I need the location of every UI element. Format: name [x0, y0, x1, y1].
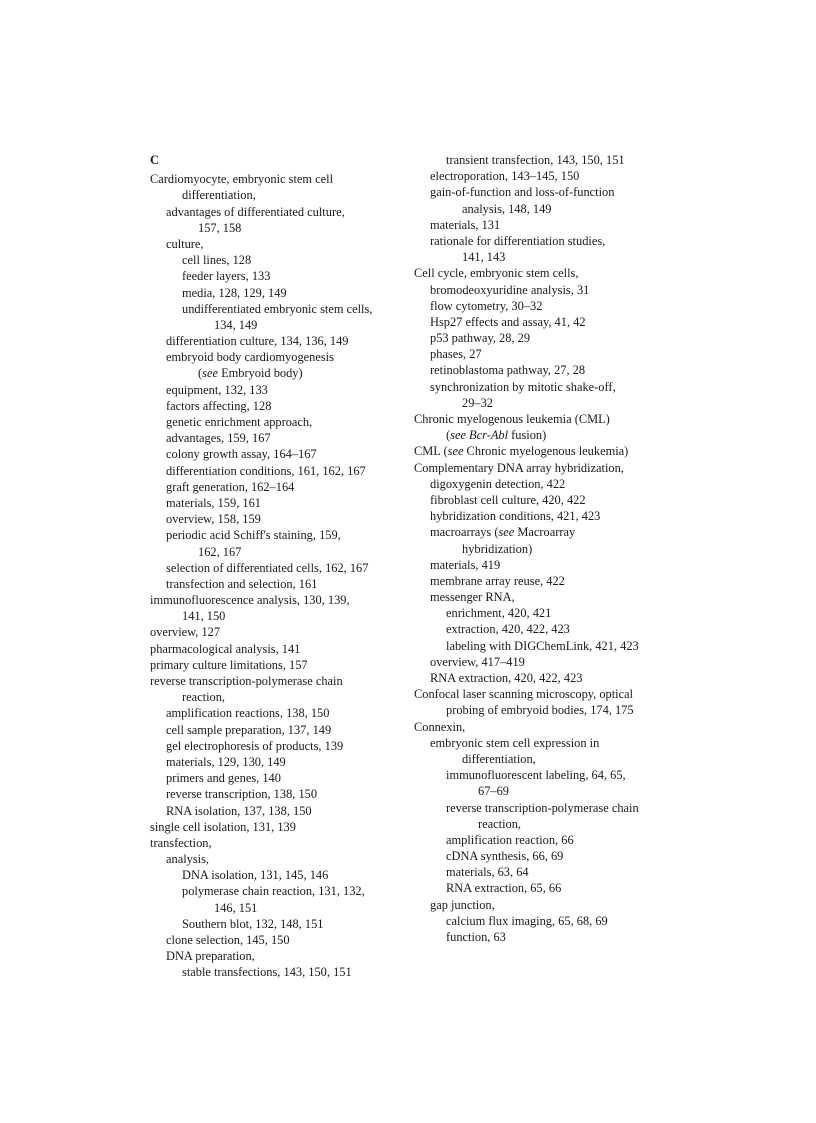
index-entry	[150, 819, 402, 835]
entry-text: p53 pathway, 28, 29	[430, 331, 531, 346]
index-entry	[150, 592, 402, 608]
index-entry	[150, 171, 402, 187]
entry-text: DNA preparation,	[166, 949, 255, 964]
index-entry	[414, 330, 676, 346]
entry-text: Cardiomyocyte, embryonic stem cell	[150, 172, 334, 187]
entry-prefix: macroarrays (	[430, 525, 499, 540]
entry-text: gain-of-function and loss-of-function	[430, 185, 615, 200]
entry-text: RNA extraction, 65, 66	[446, 881, 562, 896]
index-entry	[414, 411, 676, 427]
index-entry	[150, 624, 402, 640]
index-entry	[414, 670, 676, 686]
index-entry	[150, 414, 402, 430]
entry-text: fusion)	[508, 428, 547, 443]
entry-text: reverse transcription-polymerase chain	[446, 800, 639, 815]
index-entry	[150, 285, 402, 301]
index-entry	[150, 770, 402, 786]
index-entry	[414, 541, 676, 557]
entry-text: clone selection, 145, 150	[166, 933, 290, 947]
entry-text: transfection and selection, 161	[166, 576, 318, 591]
index-entry	[150, 867, 402, 883]
index-entry	[414, 719, 676, 735]
entry-text: 134, 149	[214, 317, 258, 332]
entry-text: differentiation,	[182, 188, 256, 203]
entry-text: embryoid body cardiomyogenesis	[166, 350, 334, 365]
index-entry	[414, 492, 676, 508]
index-entry	[414, 735, 676, 751]
index-entry	[150, 527, 402, 543]
entry-text: Embryoid body)	[217, 366, 303, 381]
entry-text: 67–69	[478, 784, 509, 799]
index-entry	[414, 282, 676, 298]
index-entry	[414, 524, 676, 540]
index-entry	[414, 621, 676, 637]
entry-text: periodic acid Schiff's staining, 159,	[166, 528, 341, 543]
index-entry	[150, 657, 402, 673]
index-entry	[150, 382, 402, 398]
index-entry	[414, 152, 676, 168]
entry-text: reaction,	[478, 816, 521, 831]
index-entry	[414, 460, 676, 476]
entry-text: amplification reactions, 138, 150	[166, 706, 330, 721]
entry-text: Cell cycle, embryonic stem cells,	[414, 266, 579, 281]
index-entry	[414, 832, 676, 848]
entry-text: retinoblastoma pathway, 27, 28	[430, 363, 586, 378]
index-entry	[150, 608, 402, 624]
entry-text: probing of embryoid bodies, 174, 175	[446, 703, 634, 718]
index-entry	[150, 851, 402, 867]
index-entry	[414, 557, 676, 573]
index-entry	[150, 576, 402, 592]
index-entry	[414, 427, 676, 443]
section-letter: C	[150, 153, 159, 167]
entry-text: RNA extraction, 420, 422, 423	[430, 671, 583, 685]
index-entry	[414, 233, 676, 249]
entry-text: extraction, 420, 422, 423	[446, 622, 570, 637]
entry-text: rationale for differentiation studies,	[430, 233, 606, 248]
entry-text: materials, 131	[430, 217, 501, 232]
entry-text: pharmacological analysis, 141	[150, 641, 301, 656]
entry-text: colony growth assay, 164–167	[166, 447, 317, 462]
entry-text: Connexin,	[414, 719, 466, 734]
index-entry	[414, 848, 676, 864]
entry-text: media, 128, 129, 149	[182, 285, 287, 300]
index-column-right	[414, 152, 676, 945]
entry-text: advantages, 159, 167	[166, 431, 271, 446]
index-entry	[150, 463, 402, 479]
index-entry	[150, 738, 402, 754]
index-entry	[150, 900, 402, 916]
entry-text: Macroarray	[514, 525, 576, 540]
index-entry	[414, 751, 676, 767]
index-entry	[414, 168, 676, 184]
entry-prefix: (	[446, 428, 451, 443]
entry-text: hybridization)	[462, 541, 533, 556]
index-entry	[414, 589, 676, 605]
entry-text: differentiation conditions, 161, 162, 167	[166, 463, 366, 478]
index-entry	[150, 252, 402, 268]
index-column-left	[150, 152, 402, 981]
index-entry	[150, 948, 402, 964]
entry-text: transfection,	[150, 835, 212, 850]
index-entry	[150, 446, 402, 462]
entry-text: selection of differentiated cells, 162, 167	[166, 560, 369, 575]
entry-prefix: CML (	[414, 444, 448, 459]
index-entry	[150, 544, 402, 560]
index-entry	[414, 767, 676, 783]
entry-text: immunofluorescent labeling, 64, 65,	[446, 768, 626, 783]
index-entry	[150, 835, 402, 851]
index-entry	[414, 395, 676, 411]
index-entry	[150, 365, 402, 381]
entry-text: materials, 419	[430, 557, 501, 572]
entry-text: single cell isolation, 131, 139	[150, 819, 296, 834]
entry-text: materials, 159, 161	[166, 495, 261, 510]
index-entry	[150, 398, 402, 414]
entry-text: differentiation culture, 134, 136, 149	[166, 334, 349, 349]
entry-text: gap junction,	[430, 897, 495, 912]
entry-text: cell sample preparation, 137, 149	[166, 722, 332, 737]
entry-text: materials, 129, 130, 149	[166, 754, 286, 769]
entry-text: reverse transcription, 138, 150	[166, 787, 318, 802]
index-entry	[150, 560, 402, 576]
index-entry	[414, 379, 676, 395]
index-entry	[150, 964, 402, 980]
index-entry	[414, 201, 676, 217]
entry-text: Southern blot, 132, 148, 151	[182, 916, 324, 931]
entry-text: Confocal laser scanning microscopy, optical	[414, 687, 634, 702]
index-entry	[414, 346, 676, 362]
entry-text: Chronic myelogenous leukemia (CML)	[414, 412, 610, 426]
index-entry	[150, 317, 402, 333]
entry-text: flow cytometry, 30–32	[430, 298, 543, 313]
index-entry	[414, 605, 676, 621]
index-entry	[150, 932, 402, 948]
entry-text: 162, 167	[198, 544, 242, 559]
index-entry	[414, 249, 676, 265]
entry-text: stable transfections, 143, 150, 151	[182, 965, 352, 980]
index-entry	[150, 268, 402, 284]
entry-text: function, 63	[446, 930, 506, 944]
entry-text: hybridization conditions, 421, 423	[430, 509, 601, 524]
index-entry	[414, 702, 676, 718]
entry-text: advantages of differentiated culture,	[166, 204, 345, 219]
index-entry	[414, 913, 676, 929]
index-entry	[414, 298, 676, 314]
entry-text: embryonic stem cell expression in	[430, 735, 600, 750]
entry-text: factors affecting, 128	[166, 398, 272, 413]
index-entry	[150, 333, 402, 349]
index-entry	[150, 430, 402, 446]
index-entry	[414, 443, 676, 459]
index-entry	[414, 476, 676, 492]
index-entry	[414, 864, 676, 880]
entry-text: overview, 417–419	[430, 654, 525, 669]
entry-text: enrichment, 420, 421	[446, 606, 552, 621]
entry-text: RNA isolation, 137, 138, 150	[166, 803, 312, 818]
entry-text: phases, 27	[430, 347, 482, 362]
index-entry	[414, 654, 676, 670]
entry-text: differentiation,	[462, 751, 536, 766]
index-entry	[150, 722, 402, 738]
entry-see-reference: see	[202, 366, 218, 381]
index-entry	[414, 800, 676, 816]
index-entry	[150, 301, 402, 317]
entry-text: amplification reaction, 66	[446, 832, 574, 847]
index-entry	[414, 362, 676, 378]
entry-text: culture,	[166, 236, 204, 251]
index-entry	[414, 638, 676, 654]
entry-text: reaction,	[182, 690, 225, 705]
index-entry	[414, 217, 676, 233]
index-entry	[150, 641, 402, 657]
index-entry	[414, 816, 676, 832]
index-entry	[150, 673, 402, 689]
index-entry	[150, 220, 402, 236]
entry-see-reference: see	[447, 444, 464, 459]
entry-text: polymerase chain reaction, 131, 132,	[182, 884, 365, 899]
entry-see-reference: see	[498, 525, 515, 540]
index-entry	[414, 508, 676, 524]
index-entry	[414, 783, 676, 799]
index-entry	[150, 349, 402, 365]
entry-prefix: (	[198, 366, 203, 381]
entry-text: overview, 127	[150, 625, 221, 640]
entry-text: DNA isolation, 131, 145, 146	[182, 868, 329, 883]
entry-text: messenger RNA,	[430, 590, 515, 605]
index-entry	[414, 897, 676, 913]
entry-text: materials, 63, 64	[446, 865, 529, 880]
index-entry	[150, 705, 402, 721]
entry-text: undifferentiated embryonic stem cells,	[182, 301, 373, 316]
entry-text: electroporation, 143–145, 150	[430, 169, 580, 184]
entry-text: synchronization by mitotic shake-off,	[430, 379, 616, 394]
entry-text: labeling with DIGChemLink, 421, 423	[446, 638, 639, 653]
entry-text: analysis, 148, 149	[462, 201, 552, 216]
entry-text: 141, 150	[182, 609, 226, 624]
index-entry	[414, 880, 676, 896]
entry-text: feeder layers, 133	[182, 269, 271, 284]
entry-text: 157, 158	[198, 220, 242, 235]
entry-see-reference: see Bcr-Abl	[450, 428, 509, 443]
entry-text: transient transfection, 143, 150, 151	[446, 153, 625, 167]
entry-text: primary culture limitations, 157	[150, 657, 308, 672]
entry-text: genetic enrichment approach,	[166, 415, 313, 429]
entry-text: fibroblast cell culture, 420, 422	[430, 492, 586, 507]
index-entry	[150, 511, 402, 527]
index-entry	[150, 883, 402, 899]
entry-text: analysis,	[166, 852, 210, 867]
entry-text: 146, 151	[214, 900, 258, 915]
entry-text: equipment, 132, 133	[166, 382, 268, 397]
entry-text: membrane array reuse, 422	[430, 573, 565, 588]
entry-text: overview, 158, 159	[166, 512, 261, 527]
entry-text: graft generation, 162–164	[166, 479, 295, 494]
index-entry	[150, 187, 402, 203]
index-entry	[150, 754, 402, 770]
index-entry	[414, 314, 676, 330]
entry-text: primers and genes, 140	[166, 771, 281, 786]
entry-text: cDNA synthesis, 66, 69	[446, 849, 564, 864]
entry-text: 29–32	[462, 395, 493, 410]
index-entry	[414, 573, 676, 589]
entry-text: bromodeoxyuridine analysis, 31	[430, 282, 590, 297]
index-entries-right	[414, 152, 676, 945]
entry-text: reverse transcription-polymerase chain	[150, 674, 343, 688]
entry-text: Hsp27 effects and assay, 41, 42	[430, 314, 586, 329]
index-entry	[414, 686, 676, 702]
index-entry	[150, 495, 402, 511]
entry-text: 141, 143	[462, 250, 506, 265]
index-entry	[414, 184, 676, 200]
entry-text: digoxygenin detection, 422	[430, 476, 566, 491]
index-entry	[150, 786, 402, 802]
entry-text: cell lines, 128	[182, 253, 252, 268]
index-entry	[150, 236, 402, 252]
index-entry	[150, 689, 402, 705]
entry-text: Complementary DNA array hybridization,	[414, 460, 624, 475]
entry-text: Chronic myelogenous leukemia)	[463, 444, 629, 459]
index-entry	[150, 204, 402, 220]
index-entry	[414, 929, 676, 945]
index-entry	[150, 916, 402, 932]
entry-text: immunofluorescence analysis, 130, 139,	[150, 593, 350, 608]
index-entry	[150, 479, 402, 495]
index-entry	[150, 803, 402, 819]
index-entries-left	[150, 171, 402, 980]
index-entry	[414, 265, 676, 281]
entry-text: gel electrophoresis of products, 139	[166, 738, 344, 753]
entry-text: calcium flux imaging, 65, 68, 69	[446, 913, 608, 928]
